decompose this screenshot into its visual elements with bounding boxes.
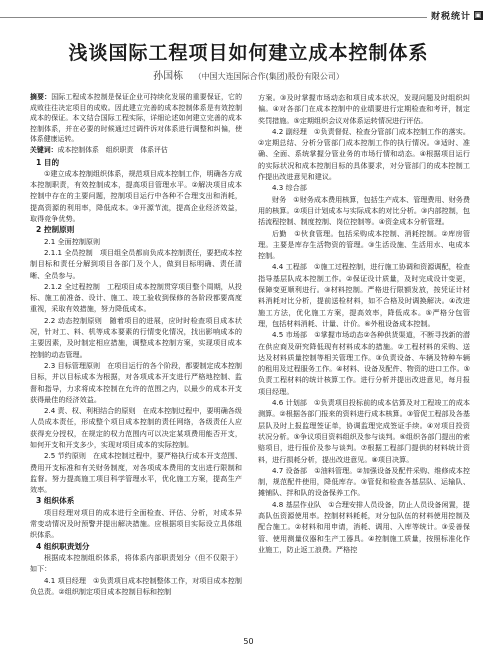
paragraph: 2.1.1 全员控制 项目组全员都肩负成本控制责任，要把成本控制目标和责任分解到项目各部门及个人，做到目标明确、责任清晰、全员参与。: [30, 247, 242, 280]
section-heading: 4 组织职责划分: [36, 541, 90, 551]
page-number: 50: [243, 637, 254, 646]
author-line: [0, 67, 497, 82]
paragraph: 后勤 ①伙食管理。包括采购成本控制、消耗控制。②库房管理。主要是库存生活物资的管理。③生活设施、生活用水、电成本控制。: [258, 228, 470, 261]
paragraph: 2.4 责、权、利相结合的原则 在成本控制过程中，要明确各级人员成本责任，形成整个项目成本控制的责任网络，各级责任人应获得充分授权，在规定的权力范围内可以决定某项费用能否开支，如何开支和开支多少，实现对项目成本的实际控制。: [30, 406, 242, 449]
section-tag: [427, 9, 483, 21]
section-heading: 2 控制原则: [36, 225, 75, 235]
right-column: [258, 92, 470, 555]
abstract: [30, 92, 242, 145]
paragraph: 4.1 项目经理 ①负责项目成本控制整体工作，对项目成本控制负总责。②组织制定项目成本控制目标和控制: [30, 575, 242, 596]
square-mark-icon: ▣: [474, 10, 483, 19]
paragraph: 4.6 计划部 ①负责项目投标前的成本估算及对工程竣工的成本测算。②根据各部门报来的资料进行成本核算。③管促工程部及各基层队及时上报监理签证单，协调监理完成签证手续。④对项目投资状况分析。⑤争议项目资料组织及参与谈判。⑥组织各部门提出的索赔项目，进行报价及参与谈判。⑦根据工程部门提供的材料统计资料，进行损耗分析，提出改进意见。⑧项目决算。: [258, 398, 470, 464]
page-header: [0, 0, 497, 24]
author-name: 孙国栋: [153, 71, 184, 82]
paragraph: 2.1 全面控制原则: [44, 236, 101, 246]
paragraph: 4.7 设备部 ①油料管理。②加强设备及配件采购、维修成本控制，规范配件使用，降低库存。③管促和检查各基层队、运输队、摊铺队、拌和队的设备保养工作。: [258, 465, 470, 498]
paragraph: 4.3 综合部: [272, 183, 307, 193]
paragraph: ①建立成本控制组织体系，规范项目成本控制工作，明确各方成本控制职责，有效控制成本，提高项目管理水平。②解决项目成本控制中存在的主要问题，控制项目运行中各种不合理支出和消耗，提高资源的利用率，降低成本。③开源节流，提高企业经济效益，取得竞争优势。: [30, 168, 242, 224]
section-label: 财税统计: [430, 11, 471, 22]
paragraph: 项目经理对项目的成本进行全面检查、评估、分析，对成本异常变动情况及时预警并提出解决措施。应根据项目实际设立具体组织体系。: [30, 507, 242, 540]
paragraph: 根据成本控制组织体系，将体系内部职责划分（但不仅限于）如下：: [30, 552, 242, 574]
left-column: [30, 92, 242, 597]
abstract-text: 国际工程成本控制是保证企业可持续化发展的重要保证，它的成败往往决定项目的成败。因此建立完善的成本控制体系是有效控制成本的保证。本文结合国际工程实际，详细论述如何建立完善的成本控制体系，并在必要的时候通过过调件诉对体系进行调整和纠偏，使体系健康运转。: [30, 93, 242, 144]
paragraph: 财务 ①财务成本费用核算，包括生产成本、管理费用、财务费用的核算。②项目计划成本与实际成本的对比分析。③内部控制，包括流程控制、制度控制、岗位控制等。④资金成本分析管理。: [258, 194, 470, 227]
paragraph: 2.3 目标管理原则 在项目运行的各个阶段，都要制定成本控制目标，并以目标成本为根据，对各项成本开支进行严格地控制、监督和指导，力求将成本控制在允许的范围之内，以最少的成本开支获得最佳的经济效益。: [30, 360, 242, 404]
paragraph: 2.2 动态控制原则 随着项目的进展，应时时检查项目成本状况，针对工、料、机等成本要素的行情变化情况，找出影响成本的主要因素，及时制定相应措施，调整成本控制方案，实现项目成本控制的动态管理。: [30, 315, 242, 359]
article-title: 浅谈国际工程项目如何建立成本控制体系: [68, 42, 429, 64]
right-body: [258, 92, 470, 555]
header-rule: [0, 17, 467, 18]
paragraph: 2.5 节约原则 在成本控制过程中，要严格执行成本开支范围、费用开支标准和有关财务制度，对各项成本费用的支出进行限制和监督。努力提高施工项目科学管理水平，优化施工方案，提高生产效率。: [30, 451, 242, 495]
left-body: [30, 157, 242, 598]
paragraph: 4.8 基层作业队 ①合理安排人员设备，防止人员设备闲置，提高队伍资源使用率。控制材料耗耗，对分包队伍的材料使用控制及配合施工。②材料和用申请，消耗、调用、入库等统计。③妥善保管、使用测量仪器和生产工器具。④控制施工质量，按照标准化作业施工，防止返工浪费。严格控: [258, 499, 470, 554]
paragraph: 4.4 工程部 ①施工过程控制，进行施工协调和资源调配，检查指导基层队成本控制工作。②保证设计质量，及时完成设计变更，保障变更顺利进行。③材料控制。严格进行限额发放，按凭证计材料消耗对比分析，提前送检材料，如不合格及时调换解决。④改进施工方法，优化施工方案，提高效率，降低成本。⑤严格分包管理，包括材料消耗、计量、计价。⑥外租设备成本控制。: [258, 262, 470, 328]
abstract-label: 摘要：: [30, 93, 52, 101]
section-heading: 3 组织体系: [36, 496, 75, 506]
keywords-label: 关键词：: [30, 145, 58, 154]
author-affiliation: （中国大连国际合作(集团)股份有限公司）: [193, 72, 344, 81]
keywords: [30, 145, 242, 156]
keywords-text: 成本控制体系 组织职责 体系评估: [57, 145, 168, 154]
paragraph: 4.2 副经理 ①负责督促、检查分管部门成本控制工作的落实。②定期总结、分析分管部门成本控制工作的执行情况。③适时、准确、全面、系统掌握分管业务的市场行情和动态。④根据项目运行的实际状况和成本控制目标的具体要求，对分管部门的成本控制工作提出改进意见和建议。: [258, 126, 470, 182]
paragraph: 方案。③及时掌握市场动态和项目成本状况，发现问题及时组织纠偏。④对各部门在成本控制中的业绩要进行定期检查和考评，制定奖罚措施。⑤定期组织会议对体系运转情况进行评估。: [258, 93, 470, 125]
paragraph: 4.5 市场部 ①掌握市场动态②各种供货渠道，不断寻找新的潜在供应商及研究降低现有材料成本的措施。②工程材料的采购、送达及材料质量控制等相关管理工作。③负责设备、车辆及特种车辆的租用及过程服务工作。④材料、设备及配件、物资的进口工作。⑤负责工程材料的统计核算工作。进行分析并提出改进意见，每月报项目经理。: [258, 330, 470, 396]
paragraph: 2.1.2 全过程控制 工程项目成本控制贯穿项目整个周期，从投标、施工前准备、设计、施工、竣工验收到保修的各阶段都要高度重视，采取有效措施，努力降低成本。: [30, 281, 242, 314]
section-heading: 1 目的: [36, 157, 60, 167]
